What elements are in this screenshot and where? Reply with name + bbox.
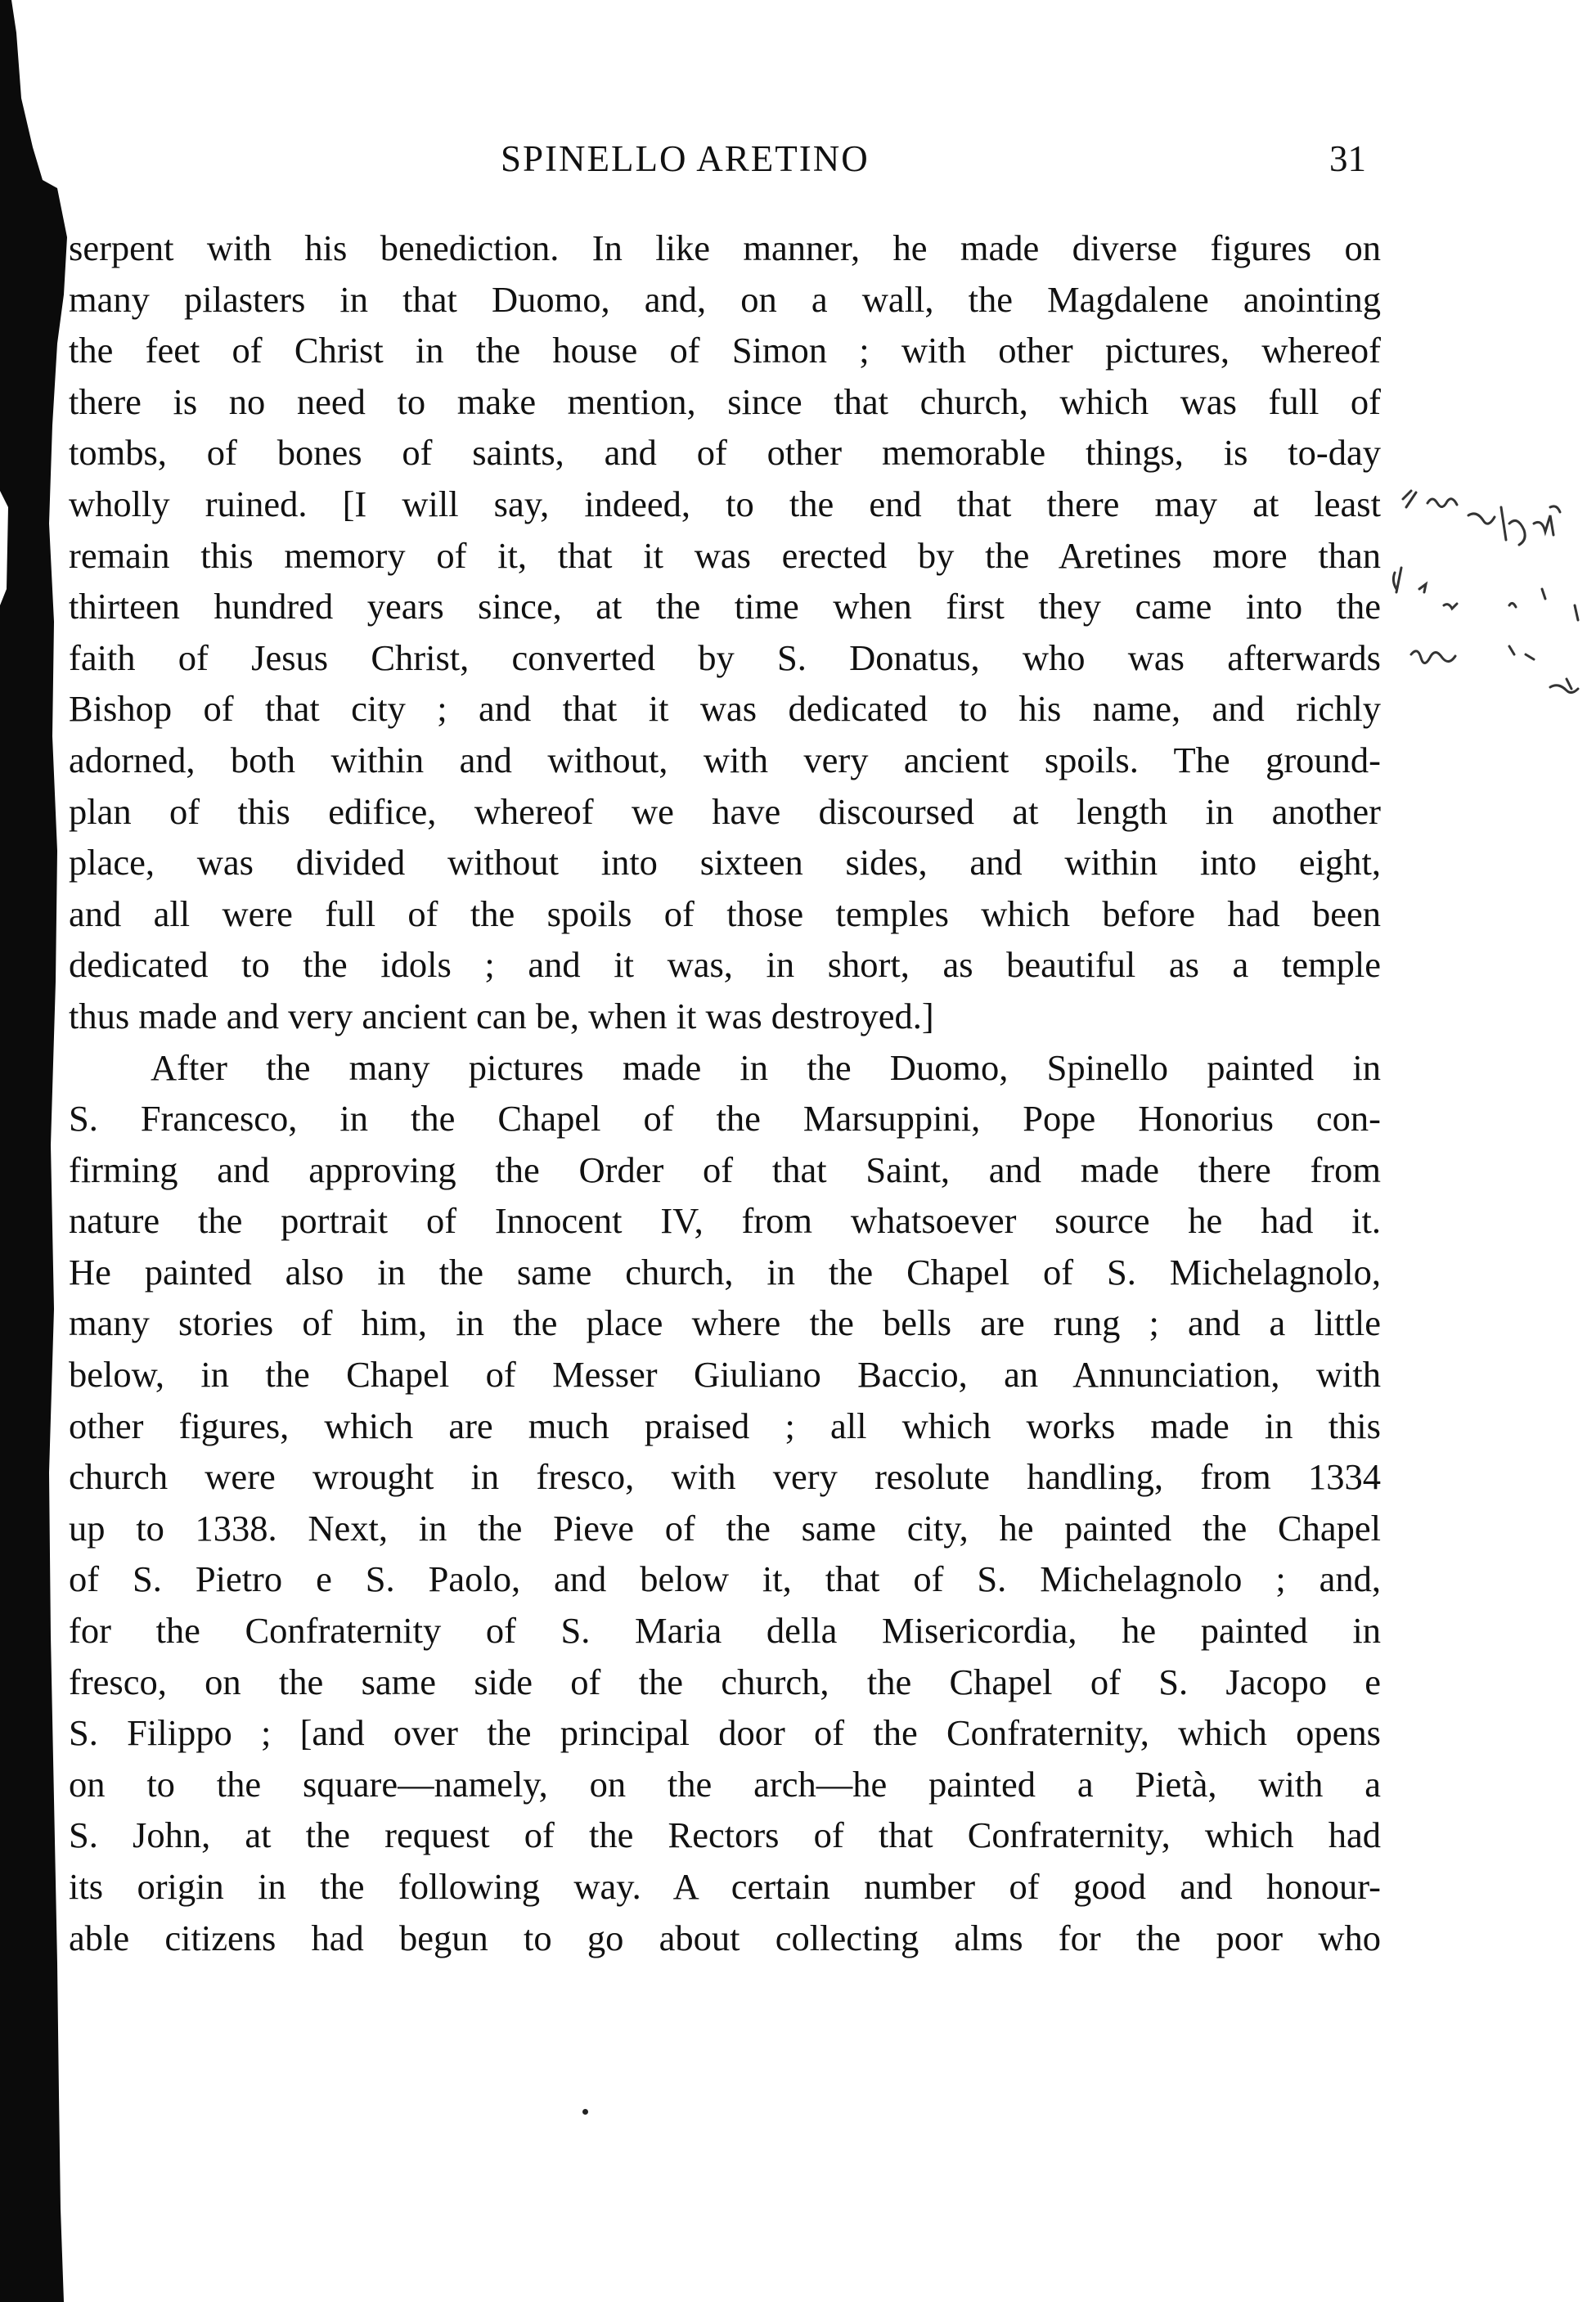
running-title: SPINELLO ARETINO	[501, 138, 870, 179]
handwritten-margin-note	[1387, 483, 1591, 728]
text-line: remain this memory of it, that it was erected by the Aretines more than	[69, 534, 1381, 576]
page-number: 31	[1329, 138, 1366, 179]
paragraph-1	[69, 223, 1381, 1042]
text-line: wholly ruined. [I will say, indeed, to the end that there may at least	[69, 483, 1381, 524]
text-line: other figures, which are much praised ; all which works made in this	[69, 1405, 1381, 1446]
text-line: below, in the Chapel of Messer Giuliano Baccio, an Annunciation, with	[69, 1354, 1381, 1396]
text-line: After the many pictures made in the Duomo, Spinello painted in	[151, 1046, 1381, 1088]
scan-binding-edge	[0, 0, 72, 2302]
text-line: many pilasters in that Duomo, and, on a wall, the Magdalene anointing	[69, 278, 1381, 320]
text-line: the feet of Christ in the house of Simon ; with other pictures, whereof	[69, 330, 1381, 371]
page-header	[0, 137, 1596, 187]
text-line: many stories of him, in the place where the bells are rung ; and a little	[69, 1302, 1381, 1344]
text-line: its origin in the following way. A certain number of good and honour-	[69, 1866, 1381, 1907]
text-line: on to the square—namely, on the arch—he painted a Pietà, with a	[69, 1763, 1381, 1805]
body-text	[69, 223, 1381, 1963]
text-line: firming and approving the Order of that Saint, and made there from	[69, 1149, 1381, 1190]
text-line: He painted also in the same church, in the Chapel of S. Michelagnolo,	[69, 1251, 1381, 1293]
text-line: there is no need to make mention, since that church, which was full of	[69, 380, 1381, 422]
text-line: church were wrought in fresco, with very resolute handling, from 1334	[69, 1456, 1381, 1498]
text-line: place, was divided without into sixteen sides, and within into eight,	[69, 842, 1381, 883]
text-line: of S. Pietro e S. Paolo, and below it, that of S. Michelagnolo ; and,	[69, 1558, 1381, 1600]
text-line: faith of Jesus Christ, converted by S. Donatus, who was afterwards	[69, 636, 1381, 678]
text-line: and all were full of the spoils of those temples which before had been	[69, 892, 1381, 934]
text-line: dedicated to the idols ; and it was, in short, as beautiful as a temple	[69, 944, 1381, 986]
text-line: fresco, on the same side of the church, the Chapel of S. Jacopo e	[69, 1661, 1381, 1702]
paragraph-2	[69, 1042, 1381, 1964]
text-line: adorned, both within and without, with very ancient spoils. The ground-	[69, 739, 1381, 780]
text-line: for the Confraternity of S. Maria della Misericordia, he painted in	[69, 1610, 1381, 1652]
text-line: thirteen hundred years since, at the time when first they came into the	[69, 586, 1381, 627]
text-line: S. John, at the request of the Rectors of that Confraternity, which had	[69, 1814, 1381, 1856]
text-line: serpent with his benediction. In like manner, he made diverse figures on	[69, 227, 1381, 268]
text-line: up to 1338. Next, in the Pieve of the same city, he painted the Chapel	[69, 1507, 1381, 1549]
text-line: Bishop of that city ; and that it was dedicated to his name, and richly	[69, 688, 1381, 730]
text-line: able citizens had begun to go about collecting alms for the poor who	[69, 1917, 1381, 1958]
text-line: nature the portrait of Innocent IV, from whatsoever source he had it.	[69, 1200, 1381, 1242]
text-line: thus made and very ancient can be, when it was destroyed.]	[69, 995, 934, 1036]
text-line: plan of this edifice, whereof we have discoursed at length in another	[69, 790, 1381, 832]
stray-ink-dot	[582, 2109, 588, 2115]
text-line: S. Filippo ; [and over the principal door of the Confraternity, which opens	[69, 1712, 1381, 1754]
text-line: S. Francesco, in the Chapel of the Marsuppini, Pope Honorius con-	[69, 1098, 1381, 1140]
text-line: tombs, of bones of saints, and of other memorable things, is to-day	[69, 432, 1381, 474]
